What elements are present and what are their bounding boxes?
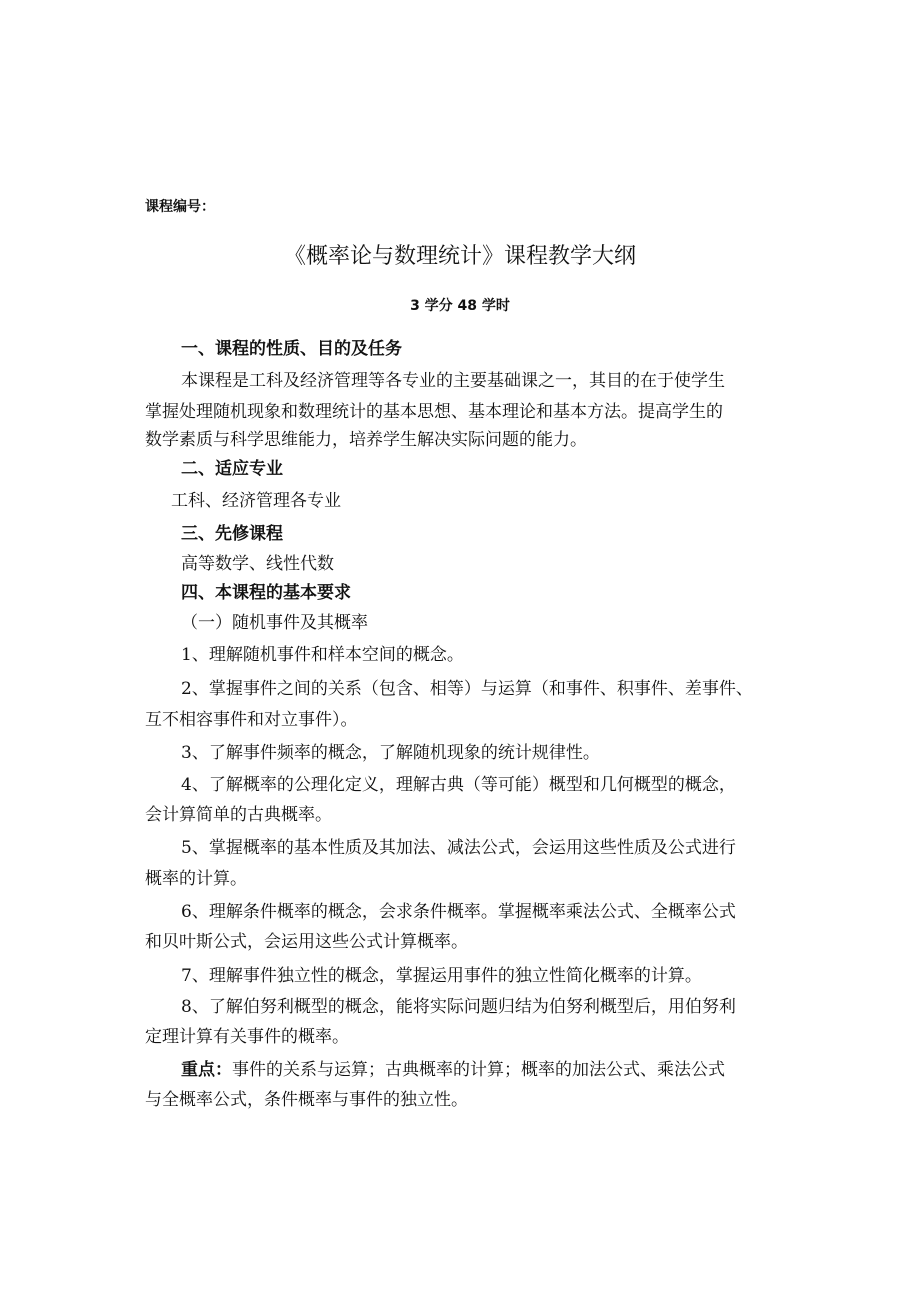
list-item-continued: 互不相容事件和对立事件）。 — [145, 710, 358, 730]
list-item-continued: 和贝叶斯公式，会运用这些公式计算概率。 — [145, 932, 468, 952]
list-item: 5、掌握概率的基本性质及其加法、减法公式，会运用这些性质及公式进行 — [181, 838, 736, 858]
document-title: 《概率论与数理统计》课程教学大纲 — [283, 244, 636, 269]
key-points-line-2: 与全概率公式，条件概率与事件的独立性。 — [145, 1090, 468, 1110]
section-2-heading: 二、适应专业 — [181, 459, 283, 479]
section-1-line-3: 数学素质与科学思维能力，培养学生解决实际问题的能力。 — [145, 430, 587, 450]
section-1-line-2: 掌握处理随机现象和数理统计的基本思想、基本理论和基本方法。提高学生的 — [145, 402, 723, 422]
section-1-heading: 一、课程的性质、目的及任务 — [181, 339, 402, 359]
list-item: 8、了解伯努利概型的概念，能将实际问题归结为伯努利概型后，用伯努利 — [181, 997, 736, 1017]
credits-hours: 3 学分 48 学时 — [410, 298, 510, 314]
section-4-heading: 四、本课程的基本要求 — [181, 583, 351, 603]
course-number-label: 课程编号： — [145, 199, 215, 215]
key-points-label: 重点： — [181, 1060, 232, 1080]
list-item: 3、了解事件频率的概念，了解随机现象的统计规律性。 — [181, 743, 600, 763]
section-2-text: 工科、经济管理各专业 — [171, 491, 341, 511]
list-item-continued: 定理计算有关事件的概率。 — [145, 1027, 349, 1047]
list-item: 4、了解概率的公理化定义，理解古典（等可能）概型和几何概型的概念， — [181, 775, 736, 795]
section-3-heading: 三、先修课程 — [181, 524, 283, 544]
list-item: 6、理解条件概率的概念，会求条件概率。掌握概率乘法公式、全概率公式 — [181, 902, 736, 922]
key-points-text: 事件的关系与运算；古典概率的计算；概率的加法公式、乘法公式 — [232, 1060, 725, 1080]
list-item: 2、掌握事件之间的关系（包含、相等）与运算（和事件、积事件、差事件、 — [181, 679, 753, 699]
subsection-heading: （一）随机事件及其概率 — [181, 613, 368, 633]
list-item: 1、理解随机事件和样本空间的概念。 — [181, 645, 464, 665]
section-1-line-1: 本课程是工科及经济管理等各专业的主要基础课之一，其目的在于使学生 — [181, 371, 725, 391]
list-item: 7、理解事件独立性的概念，掌握运用事件的独立性简化概率的计算。 — [181, 966, 702, 986]
list-item-continued: 概率的计算。 — [145, 869, 247, 889]
section-3-text: 高等数学、线性代数 — [181, 554, 334, 574]
key-points-line-1 — [181, 1055, 725, 1080]
list-item-continued: 会计算简单的古典概率。 — [145, 805, 332, 825]
